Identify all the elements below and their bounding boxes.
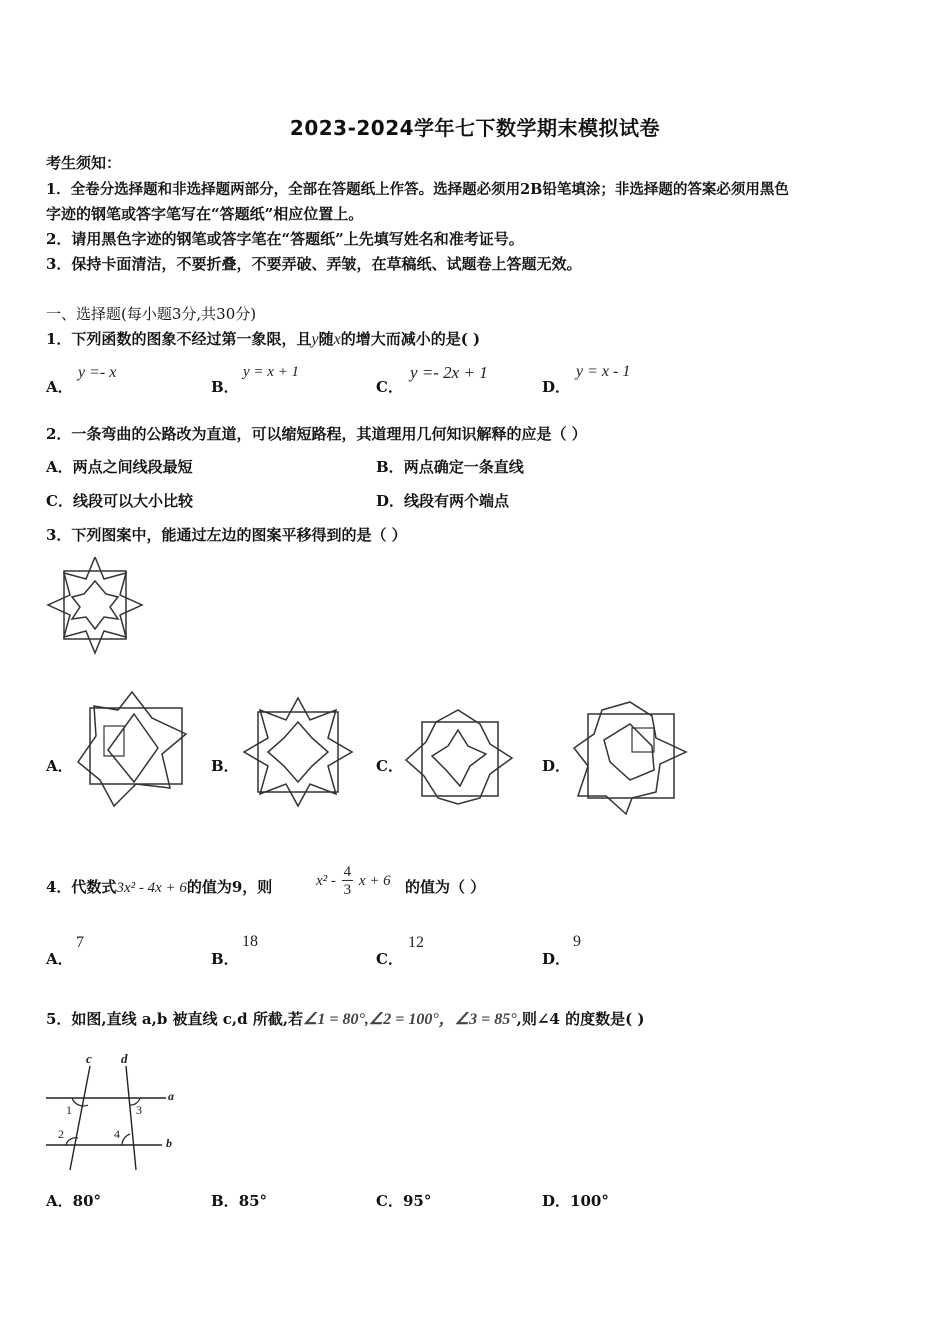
q5-stem-part: ,则∠4 的度数是( ) bbox=[516, 1010, 645, 1028]
q3-option-a-figure[interactable] bbox=[74, 690, 190, 808]
question-5-stem bbox=[46, 1006, 645, 1029]
q4-expr2-part: x² - bbox=[316, 872, 336, 889]
notice-item: 2．请用黑色字迹的钢笔或答字笔在“答题纸”上先填写姓名和准考证号。 bbox=[46, 230, 524, 248]
q4-stem-part: 的值为9，则 bbox=[186, 878, 273, 896]
q5-label-c: c bbox=[86, 1051, 92, 1066]
q1-option-b-label[interactable]: B． bbox=[211, 378, 239, 396]
q5-label-3: 3 bbox=[136, 1103, 142, 1117]
q5-option-value: 100° bbox=[570, 1192, 609, 1210]
q5-option-d[interactable] bbox=[542, 1190, 609, 1211]
q5-option-b[interactable] bbox=[211, 1190, 267, 1211]
q2-option-text: 两点之间线段最短 bbox=[72, 458, 193, 476]
q5-label-d: d bbox=[121, 1051, 128, 1066]
notice-item: 字迹的钢笔或答字笔写在“答题纸”相应位置上。 bbox=[46, 205, 364, 223]
q4-expression-2 bbox=[316, 864, 391, 899]
q4-stem-part: 4．代数式 bbox=[46, 878, 117, 896]
question-3-stem: 3．下列图案中，能通过左边的图案平移得到的是（ ） bbox=[46, 526, 407, 544]
notice-item: 3．保持卡面清洁，不要折叠，不要弄破、弄皱，在草稿纸、试题卷上答题无效。 bbox=[46, 255, 582, 273]
section-heading: 一、选择题(每小题3分,共30分) bbox=[46, 305, 257, 323]
q3-option-d-figure[interactable] bbox=[572, 700, 690, 816]
q2-option-label: B． bbox=[376, 458, 404, 476]
q2-option-a[interactable] bbox=[46, 456, 193, 477]
q3-option-d-label[interactable]: D． bbox=[542, 757, 571, 775]
q4-option-d-value: 9 bbox=[573, 933, 581, 950]
q3-reference-figure bbox=[46, 557, 144, 655]
q5-line-c bbox=[70, 1066, 90, 1170]
q5-option-value: 95° bbox=[402, 1192, 432, 1210]
q5-line-d bbox=[126, 1066, 136, 1170]
q2-option-c[interactable] bbox=[46, 490, 193, 511]
q4-option-c-value: 12 bbox=[408, 934, 424, 951]
question-1-stem bbox=[46, 328, 480, 349]
q3-option-c-figure[interactable] bbox=[404, 708, 516, 806]
q1-option-c-label[interactable]: C． bbox=[376, 378, 403, 396]
q1-var-x: x bbox=[333, 331, 341, 348]
q5-label-1: 1 bbox=[66, 1103, 72, 1117]
q1-option-c-expr: y =- 2x + 1 bbox=[410, 363, 488, 382]
q5-option-label: B． bbox=[211, 1192, 239, 1210]
q1-stem-part: 的增大而减小的是( ) bbox=[340, 330, 481, 348]
notice-item: 1．全卷分选择题和非选择题两部分，全部在答题纸上作答。选择题必须用2B铅笔填涂；非选择题的答案必须用黑色 bbox=[46, 181, 789, 198]
q4-fraction-numerator: 4 bbox=[343, 864, 352, 880]
q1-var-y: y bbox=[311, 331, 319, 348]
q1-option-a-expr: y =- x bbox=[78, 364, 117, 381]
q3-option-a-label[interactable]: A． bbox=[46, 757, 73, 775]
q4-stem-end: 的值为（ ） bbox=[405, 878, 486, 896]
q5-option-c[interactable] bbox=[376, 1190, 431, 1211]
q4-option-d-label[interactable]: D． bbox=[542, 950, 571, 968]
q2-option-label: C． bbox=[46, 492, 73, 510]
q1-stem-part: 随 bbox=[318, 330, 334, 348]
q4-option-c-label[interactable]: C． bbox=[376, 950, 403, 968]
q4-expression-1: 3x² - 4x + 6 bbox=[116, 880, 187, 896]
q5-label-a: a bbox=[168, 1089, 174, 1103]
q4-expr2-part: x + 6 bbox=[358, 872, 391, 889]
q3-option-b-figure[interactable] bbox=[242, 696, 354, 808]
q5-option-a[interactable] bbox=[46, 1190, 101, 1211]
q1-option-d-label[interactable]: D． bbox=[542, 378, 571, 396]
q4-fraction-denominator: 3 bbox=[343, 882, 352, 898]
q1-option-d-expr: y = x - 1 bbox=[576, 363, 631, 380]
q5-option-value: 80° bbox=[72, 1192, 102, 1210]
q5-option-label: D． bbox=[542, 1192, 571, 1210]
q5-figure bbox=[44, 1050, 184, 1174]
q5-option-value: 85° bbox=[238, 1192, 268, 1210]
q5-option-label: A． bbox=[46, 1192, 73, 1210]
q1-option-a-label[interactable]: A． bbox=[46, 378, 73, 396]
q4-option-a-value: 7 bbox=[76, 934, 84, 951]
q1-stem-part: 1．下列函数的图象不经过第一象限，且 bbox=[46, 330, 312, 348]
q3-option-c-label[interactable]: C． bbox=[376, 757, 403, 775]
q5-angle-1-arc bbox=[72, 1098, 88, 1106]
q5-angle-4-arc bbox=[122, 1134, 130, 1145]
q4-fraction bbox=[342, 864, 354, 899]
q4-option-b-value: 18 bbox=[242, 933, 258, 950]
q2-option-text: 两点确定一条直线 bbox=[403, 458, 524, 476]
notice-heading: 考生须知： bbox=[46, 154, 122, 172]
q1-option-b-expr: y = x + 1 bbox=[243, 364, 300, 380]
q5-label-4: 4 bbox=[114, 1127, 120, 1141]
q2-option-text: 线段可以大小比较 bbox=[72, 492, 193, 510]
q5-option-label: C． bbox=[376, 1192, 403, 1210]
q5-label-2: 2 bbox=[58, 1127, 64, 1141]
q2-option-d[interactable] bbox=[376, 490, 509, 511]
q5-angles-given: ∠1 = 80°,∠2 = 100°，∠3 = 85° bbox=[303, 1011, 517, 1028]
q4-option-b-label[interactable]: B． bbox=[211, 950, 239, 968]
q4-option-a-label[interactable]: A． bbox=[46, 950, 73, 968]
q5-label-b: b bbox=[166, 1136, 172, 1150]
question-2-stem: 2．一条弯曲的公路改为直道，可以缩短路程，其道理用几何知识解释的应是（ ） bbox=[46, 425, 587, 443]
q2-option-b[interactable] bbox=[376, 456, 524, 477]
q2-option-text: 线段有两个端点 bbox=[404, 492, 510, 510]
q2-option-label: A． bbox=[46, 458, 73, 476]
q2-option-label: D． bbox=[376, 492, 405, 510]
question-4-stem bbox=[46, 876, 272, 897]
page-title: 2023-2024学年七下数学期末模拟试卷 bbox=[289, 116, 661, 140]
q3-option-b-label[interactable]: B． bbox=[211, 757, 239, 775]
q5-stem-part: 5．如图,直线 a,b 被直线 c,d 所截,若 bbox=[46, 1010, 304, 1028]
